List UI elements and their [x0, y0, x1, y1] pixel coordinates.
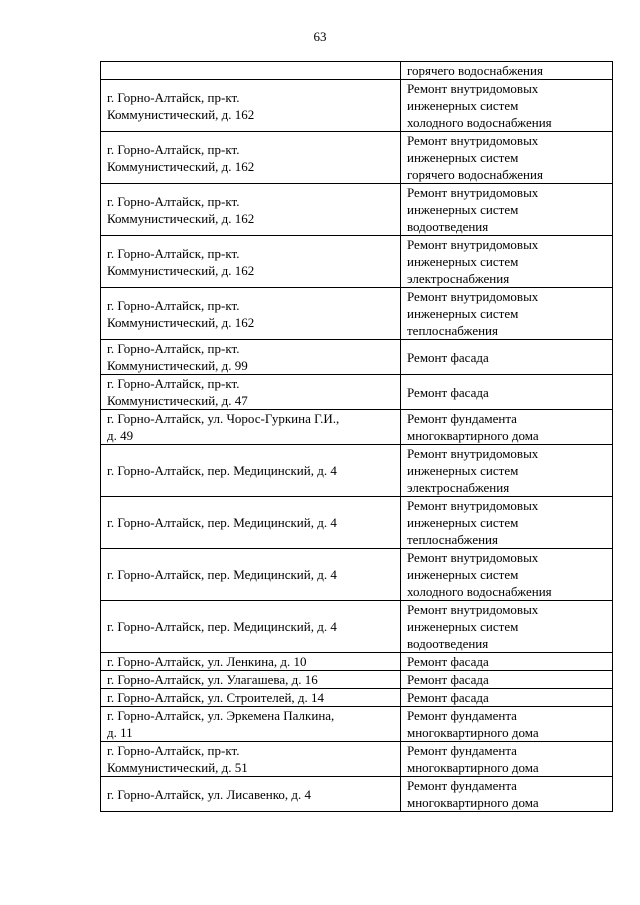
table-row	[101, 410, 613, 445]
work-text: Ремонт внутридомовых инженерных систем холодного водоснабжения	[407, 550, 552, 599]
work-text: Ремонт внутридомовых инженерных систем теплоснабжения	[407, 498, 539, 547]
work-cell	[401, 340, 613, 375]
work-text: Ремонт фасада	[407, 384, 489, 400]
address-text: г. Горно-Алтайск, пр-кт. Коммунистический, д. 99	[107, 341, 248, 373]
work-cell	[401, 236, 613, 288]
work-cell	[401, 601, 613, 653]
address-cell	[101, 777, 401, 812]
work-cell	[401, 777, 613, 812]
work-cell	[401, 549, 613, 601]
work-text: Ремонт фасада	[407, 654, 489, 669]
address-text: г. Горно-Алтайск, пр-кт. Коммунистический, д. 162	[107, 297, 255, 330]
address-cell	[101, 653, 401, 671]
table-row	[101, 689, 613, 707]
address-cell	[101, 671, 401, 689]
work-text: Ремонт фундамента многоквартирного дома	[407, 708, 539, 740]
address-cell	[101, 132, 401, 184]
address-cell	[101, 80, 401, 132]
repair-table	[100, 61, 613, 812]
address-text: г. Горно-Алтайск, пр-кт. Коммунистический, д. 162	[107, 141, 255, 174]
address-cell	[101, 375, 401, 410]
table-row	[101, 132, 613, 184]
table-row	[101, 445, 613, 497]
work-cell	[401, 671, 613, 689]
table-row	[101, 549, 613, 601]
table-row	[101, 184, 613, 236]
address-text: г. Горно-Алтайск, пер. Медицинский, д. 4	[107, 619, 337, 634]
work-cell	[401, 653, 613, 671]
work-cell	[401, 132, 613, 184]
table-row	[101, 497, 613, 549]
address-cell	[101, 410, 401, 445]
table-row	[101, 80, 613, 132]
table-row	[101, 375, 613, 410]
table-row	[101, 601, 613, 653]
address-cell	[101, 497, 401, 549]
address-text: г. Горно-Алтайск, пер. Медицинский, д. 4	[107, 567, 337, 582]
table-row	[101, 707, 613, 742]
work-text: Ремонт внутридомовых инженерных систем водоотведения	[407, 185, 539, 234]
work-cell	[401, 62, 613, 80]
address-text: г. Горно-Алтайск, ул. Улагашева, д. 16	[107, 672, 318, 687]
address-cell	[101, 445, 401, 497]
work-text: Ремонт фасада	[407, 349, 489, 365]
address-text: г. Горно-Алтайск, пр-кт. Коммунистический, д. 51	[107, 743, 248, 775]
work-text: Ремонт фасада	[407, 672, 489, 687]
table-row	[101, 653, 613, 671]
table-row	[101, 288, 613, 340]
table-row	[101, 777, 613, 812]
work-text: горячего водоснабжения	[407, 63, 543, 78]
work-cell	[401, 445, 613, 497]
table-row	[101, 742, 613, 777]
work-cell	[401, 80, 613, 132]
work-text: Ремонт внутридомовых инженерных систем холодного водоснабжения	[407, 81, 552, 130]
address-cell	[101, 288, 401, 340]
work-cell	[401, 742, 613, 777]
address-text: г. Горно-Алтайск, пр-кт. Коммунистический, д. 162	[107, 193, 255, 226]
work-cell	[401, 497, 613, 549]
work-text: Ремонт внутридомовых инженерных систем водоотведения	[407, 602, 539, 651]
address-cell	[101, 742, 401, 777]
work-cell	[401, 689, 613, 707]
address-text: г. Горно-Алтайск, пр-кт. Коммунистический, д. 162	[107, 89, 255, 122]
address-text: г. Горно-Алтайск, ул. Чорос-Гуркина Г.И., д. 49	[107, 411, 340, 443]
work-cell	[401, 410, 613, 445]
address-cell	[101, 689, 401, 707]
work-cell	[401, 288, 613, 340]
address-text: г. Горно-Алтайск, ул. Ленкина, д. 10	[107, 654, 307, 669]
address-text: г. Горно-Алтайск, ул. Лисавенко, д. 4	[107, 786, 312, 802]
work-text: Ремонт внутридомовых инженерных систем горячего водоснабжения	[407, 133, 543, 182]
address-cell	[101, 601, 401, 653]
work-text: Ремонт фундамента многоквартирного дома	[407, 743, 539, 775]
work-text: Ремонт внутридомовых инженерных систем электроснабжения	[407, 237, 539, 286]
address-cell	[101, 707, 401, 742]
address-cell	[101, 236, 401, 288]
work-cell	[401, 707, 613, 742]
work-cell	[401, 184, 613, 236]
work-text: Ремонт фундамента многоквартирного дома	[407, 411, 539, 443]
work-text: Ремонт фасада	[407, 690, 489, 705]
address-cell	[101, 62, 401, 80]
address-cell	[101, 549, 401, 601]
table-row	[101, 62, 613, 80]
address-cell	[101, 340, 401, 375]
repair-table-body	[101, 62, 613, 812]
work-cell	[401, 375, 613, 410]
address-cell	[101, 184, 401, 236]
page-number: 63	[313, 29, 327, 44]
work-text: Ремонт фундамента многоквартирного дома	[407, 778, 539, 810]
table-row	[101, 236, 613, 288]
address-text: г. Горно-Алтайск, ул. Строителей, д. 14	[107, 690, 325, 705]
address-text: г. Горно-Алтайск, пер. Медицинский, д. 4	[107, 515, 337, 530]
address-text: г. Горно-Алтайск, пр-кт. Коммунистический, д. 47	[107, 376, 248, 408]
address-text: г. Горно-Алтайск, пер. Медицинский, д. 4	[107, 463, 337, 478]
address-text: г. Горно-Алтайск, пр-кт. Коммунистический, д. 162	[107, 245, 255, 278]
address-text: г. Горно-Алтайск, ул. Эркемена Палкина, д. 11	[107, 708, 335, 740]
work-text: Ремонт внутридомовых инженерных систем теплоснабжения	[407, 289, 539, 338]
work-text: Ремонт внутридомовых инженерных систем электроснабжения	[407, 446, 539, 495]
table-row	[101, 671, 613, 689]
table-row	[101, 340, 613, 375]
